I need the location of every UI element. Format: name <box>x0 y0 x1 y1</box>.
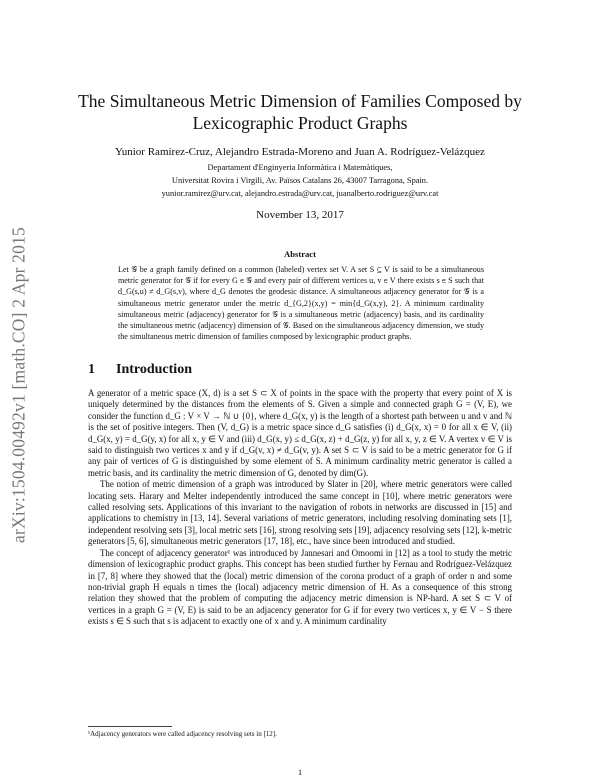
paragraph-2: The notion of metric dimension of a graph was introduced by Slater in [20], where metric generators were called locating sets. Harary and Melter independently introduced the same concept in [10], where metric generators were called resolving sets. Applications of this invariant to the navigation of robots in networks are discussed in [15] and applications to chemistry in [13, 14]. Several variations of metric generators, including resolving dominating sets [1], independent resolving sets [3], local metric sets [16], strong resolving sets [19], adjacency resolving sets [12], k-metric generators [5, 6], simultaneous metric generators [17, 18], etc., have since been introduced and studied. <box>88 479 512 547</box>
section-heading <box>88 362 192 378</box>
abstract-body: Let 𝒢 be a graph family defined on a common (labeled) vertex set V. A set S ⊆ V is said to be a simultaneous metric generator for 𝒢 if for every G ∈ 𝒢 and every pair of different vertices u, v ∈ V there exists s ∈ S such that d_G(s,u) ≠ d_G(s,v), where d_G denotes the geodesic distance. A simultaneous adjacency generator for 𝒢 is a simultaneous metric generator under the metric d_{G,2}(x,y) = min{d_G(x,y), 2}. A minimum cardinality simultaneous metric (adjacency) generator for 𝒢 is a simultaneous metric (adjacency) basis, and its cardinality the simultaneous metric (adjacency) dimension of 𝒢. Based on the simultaneous adjacency dimension, we study the simultaneous metric dimension of families composed by lexicographic product graphs. <box>118 265 484 342</box>
footnote-rule <box>88 726 172 727</box>
author-emails: yunior.ramirez@urv.cat, alejandro.estrada@urv.cat, juanalberto.rodriguez@urv.cat <box>161 189 439 198</box>
footnote: ¹Adjacency generators were called adjacency resolving sets in [12]. <box>88 730 277 738</box>
title-line-1: The Simultaneous Metric Dimension of Families Composed by <box>78 91 522 111</box>
date: November 13, 2017 <box>256 209 344 221</box>
arxiv-identifier-sidebar <box>6 180 32 590</box>
paper-title <box>70 90 530 134</box>
affiliation-university: Universitat Rovira i Virgili, Av. Països Catalans 26, 43007 Tarragona, Spain. <box>171 176 429 185</box>
paragraph-1: A generator of a metric space (X, d) is a set S ⊂ X of points in the space with the property that every point of X is uniquely determined by the distances from the elements of S. Given a simple and connected graph G = (V, E), we consider the function d_G : V × V → ℕ ∪ {0}, where d_G(x, y) is the length of a shortest path between u and v and ℕ is the set of positive integers. Then (V, d_G) is a metric space since d_G satisfies (i) d_G(x, x) = 0 for all x ∈ V, (ii) d_G(x, y) = d_G(y, x) for all x, y ∈ V and (iii) d_G(x, y) ≤ d_G(x, z) + d_G(z, y) for all x, y, z ∈ V. A vertex v ∈ V is said to distinguish two vertices x and y if d_G(v, x) ≠ d_G(v, y). A set S ⊂ V is said to be a metric generator for G if any pair of vertices of G is distinguished by some element of S. A minimum cardinality metric generator is called a metric basis, and its cardinality the metric dimension of G, denoted by dim(G). <box>88 388 512 478</box>
introduction-body <box>88 388 512 628</box>
page-number: 1 <box>297 767 303 777</box>
section-title: Introduction <box>116 362 192 377</box>
title-line-2: Lexicographic Product Graphs <box>192 113 408 133</box>
paragraph-3: The concept of adjacency generator¹ was introduced by Jannesari and Omoomi in [12] as a tool to study the metric dimension of lexicographic product graphs. This concept has been studied further by Fernau and Rodríguez-Velázquez in [7, 8] where they showed that the (local) metric dimension of the corona product of a graph of order n and some non-trivial graph H equals n times the (local) adjacency metric dimension of H. As a consequence of this strong relation they showed that the problem of computing the adjacency metric dimension is NP-hard. A set S ⊂ V of vertices in a graph G = (V, E) is said to be an adjacency generator for G if for every two vertices x, y ∈ V − S there exists s ∈ S such that s is adjacent to exactly one of x and y. A minimum cardinality <box>88 547 512 627</box>
section-number: 1 <box>88 362 95 377</box>
abstract-heading: Abstract <box>284 249 316 259</box>
authors: Yunior Ramírez-Cruz, Alejandro Estrada-Moreno and Juan A. Rodríguez-Velázquez <box>115 146 485 158</box>
arxiv-identifier: arXiv:1504.00492v1 [math.CO] 2 Apr 2015 <box>8 227 29 543</box>
affiliation-department: Departament d'Enginyeria Informàtica i Matemàtiques, <box>207 163 393 172</box>
